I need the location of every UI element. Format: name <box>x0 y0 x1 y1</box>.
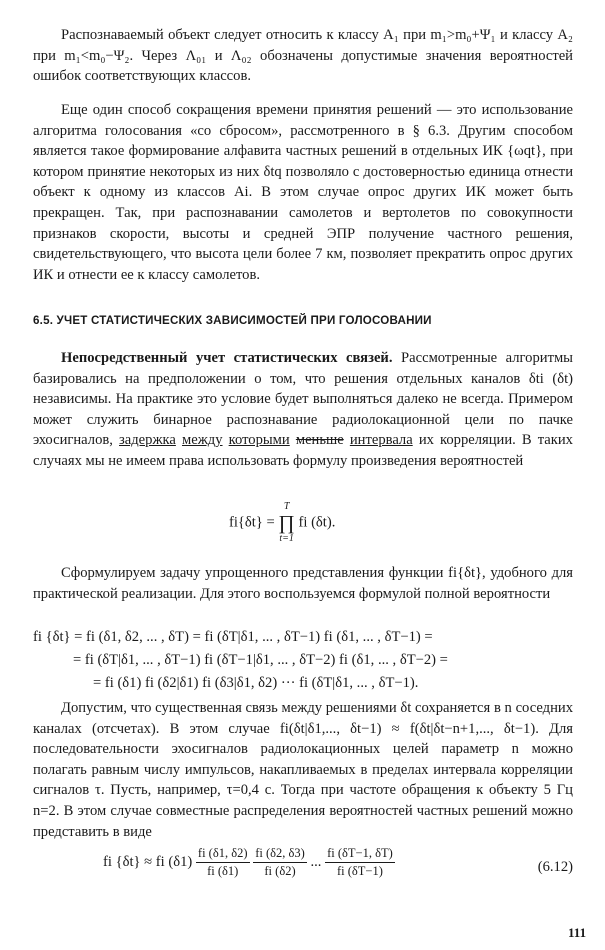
paragraph-text: Рассмотренные алгоритмы базировались на предположении о том, что решения отдельных каналов δti (δt) независимы. На практике это условие будет выполняться далеко не всегда. Примером может служить бинарное распознавание радиолокационной цели по пачке эхосигналов, <box>33 350 573 449</box>
section-heading: 6.5. УЧЕТ СТАТИСТИЧЕСКИХ ЗАВИСИМОСТЕЙ ПРИ ГОЛОСОВАНИИ <box>33 314 432 327</box>
product-lower-limit: t=1 <box>279 533 294 544</box>
ellipsis: ... <box>310 854 322 871</box>
underlined-word: интервала <box>349 432 413 449</box>
fraction-denominator: fi (δT−1) <box>336 864 383 878</box>
struck-word: задержка <box>119 432 176 449</box>
underlined-word: между <box>182 432 223 449</box>
struck-word: меньше <box>295 432 344 449</box>
equation-lhs: fi{δt} = <box>229 514 279 531</box>
page-number: 111 <box>568 925 587 940</box>
fraction-numerator: fi (δ1, δ2) <box>196 845 250 863</box>
product-upper-limit: T <box>283 501 290 512</box>
fraction-denominator: fi (δ1) <box>207 864 239 878</box>
paragraph-class-rule: Распознаваемый объект следует относить к классу A₁ при m₁>m₀+Ψ₁ и классу A₂ при m₁<m₀−Ψ₂. Через Λ₀₁ и Λ₀₂ обозначены допустимые значения вероятностей ошибок соответствующих классов. <box>33 27 573 85</box>
equation-total-probability <box>33 627 573 696</box>
fraction-numerator: fi (δ2, δ3) <box>253 845 307 863</box>
paragraph-voting-reset: Еще один способ сокращения времени принятия решений — это использование алгоритма голосования «со сбросом», рассмотренного в § 6.3. Другим способом является такое формирование алфавита частных решений в отдельных ИК {ωqt}, при котором принятие некоторых из них δtq позволяло с достоверностью единица отнести объект к одному из классов Ai. В этом случае опрос других ИК может быть прекращен. Так, при распознавании самолетов и вертолетов по совокупности признаков скорости, высоты и средней ЭПР получение частного решения, свидетельствующего, что высота цели более 7 км, позволяет прекратить опрос других ИК и отнести ее к классу самолетов. <box>33 102 573 283</box>
paragraph-statistical-links <box>33 348 573 472</box>
fraction <box>253 845 307 880</box>
equation-6-12 <box>103 845 573 891</box>
fraction-numerator: fi (δT−1, δT) <box>325 845 395 863</box>
paragraph-correlation: Допустим, что существенная связь между решениями δt сохраняется в n соседних каналах (отсчетах). В этом случае fi(δt|δ1,..., δt−1) ≈ f(δt|δt−n+1,..., δt−1). Для последовательности эхосигналов радиолокационных целей параметр n можно полагать равным числу импульсов, накапливаемых в пределах интервала корреляции сигналов τ. Пусть, например, τ=0,4 с. Тогда при частоте обращения к объекту 5 Гц n=2. В этом случае совместные распределения вероятностей частных решений можно представить в виде <box>33 700 573 840</box>
equation-line: = fi (δT|δ1, ... , δT−1) fi (δT−1|δ1, ... , δT−2) fi (δ1, ... , δT−2) = <box>73 652 448 668</box>
paragraph-formulation: Сформулируем задачу упрощенного представления функции fi{δt}, удобного для практической реализации. Для этого воспользуемся формулой полной вероятности <box>33 565 573 602</box>
equation-rhs: fi (δt). <box>294 514 336 531</box>
equation-product <box>229 501 389 553</box>
fraction <box>325 845 395 880</box>
equation-lhs: fi {δt} ≈ fi (δ1) <box>103 854 193 871</box>
paragraph-lead-in: Непосредственный учет статистических связей. <box>61 350 393 366</box>
fraction <box>196 845 250 880</box>
product-symbol: ∏ <box>278 512 295 534</box>
fraction-denominator: fi (δ2) <box>264 864 296 878</box>
equation-number: (6.12) <box>537 859 573 875</box>
struck-word: которыми <box>228 432 290 449</box>
equation-line: fi {δt} = fi (δ1, δ2, ... , δT) = fi (δT|δ1, ... , δT−1) fi (δ1, ... , δT−1) = <box>33 629 433 645</box>
paragraph-text: их корреляции. В таких случаях мы не имеем права использовать формулу произведения вероятностей <box>33 432 573 469</box>
product-operator <box>278 501 294 545</box>
equation-line: = fi (δ1) fi (δ2|δ1) fi (δ3|δ1, δ2) ··· fi (δT|δ1, ... , δT−1). <box>93 675 419 691</box>
